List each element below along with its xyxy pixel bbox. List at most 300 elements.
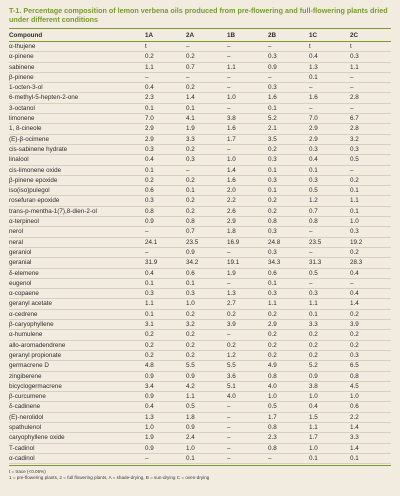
value-cell: – (309, 247, 350, 257)
value-cell: 16.9 (227, 237, 268, 247)
value-cell: 0.1 (268, 165, 309, 175)
value-cell: 34.3 (268, 258, 309, 268)
value-cell: 0.6 (350, 402, 391, 412)
table-row (9, 83, 391, 93)
value-cell: 0.5 (186, 402, 227, 412)
value-cell: 0.8 (268, 371, 309, 381)
value-cell: 3.3 (309, 320, 350, 330)
header-2b: 2B (268, 31, 277, 39)
compound-name-cell: 3-octanol (9, 103, 145, 113)
value-cell: 0.2 (186, 350, 227, 360)
value-cell: 0.1 (350, 453, 391, 463)
value-cell: 2.2 (350, 412, 391, 422)
compound-name-cell: allo-aromadendrene (9, 340, 145, 350)
value-cell: 0.9 (145, 371, 186, 381)
value-cell: 0.3 (268, 155, 309, 165)
value-cell: 0.5 (309, 268, 350, 278)
value-cell: 1.0 (227, 155, 268, 165)
value-cell: – (227, 412, 268, 422)
value-cell: 1.0 (186, 443, 227, 453)
value-cell: 2.4 (186, 433, 227, 443)
table-row (9, 165, 391, 175)
compound-name-cell: spathulenol (9, 422, 145, 432)
value-cell: – (227, 433, 268, 443)
value-cell: 0.2 (309, 350, 350, 360)
value-cell: 0.4 (350, 289, 391, 299)
compound-name-cell: 1, 8-cineole (9, 124, 145, 134)
value-cell: 0.6 (145, 186, 186, 196)
value-cell: 1.1 (268, 299, 309, 309)
value-cell: 3.9 (350, 320, 391, 330)
value-cell: 1.0 (309, 392, 350, 402)
value-cell: – (309, 103, 350, 113)
value-cell: 4.0 (227, 392, 268, 402)
table-row (9, 217, 391, 227)
value-cell: 23.5 (309, 237, 350, 247)
value-cell: 0.2 (227, 309, 268, 319)
value-cell: 1.4 (227, 165, 268, 175)
value-cell: 0.4 (145, 268, 186, 278)
value-cell: 0.2 (350, 175, 391, 185)
value-cell: 0.1 (145, 103, 186, 113)
value-cell: – (227, 52, 268, 62)
value-cell: – (350, 165, 391, 175)
value-cell: – (350, 103, 391, 113)
value-cell: 0.9 (309, 371, 350, 381)
table-row (9, 42, 391, 52)
header-2a: 2A (186, 31, 195, 39)
value-cell: 0.3 (350, 350, 391, 360)
compound-name-cell: trans-p-mentha-1(7),8-dien-2-ol (9, 206, 145, 216)
value-cell: 0.2 (268, 340, 309, 350)
value-cell: 1.1 (227, 62, 268, 72)
table-row (9, 124, 391, 134)
value-cell: 0.2 (186, 340, 227, 350)
value-cell: 0.1 (350, 186, 391, 196)
value-cell: 0.3 (268, 175, 309, 185)
value-cell: 0.3 (268, 289, 309, 299)
header-2c: 2C (350, 31, 359, 39)
value-cell: 0.1 (145, 165, 186, 175)
value-cell: 1.1 (309, 299, 350, 309)
table-row (9, 289, 391, 299)
value-cell: 0.4 (145, 83, 186, 93)
value-cell: 1.1 (145, 62, 186, 72)
table-row (9, 258, 391, 268)
value-cell: 0.2 (350, 330, 391, 340)
value-cell: 1.8 (227, 227, 268, 237)
table-row (9, 155, 391, 165)
value-cell: 3.1 (145, 320, 186, 330)
value-cell: 1.4 (186, 93, 227, 103)
compound-name-cell: geranial (9, 258, 145, 268)
value-cell: t (350, 42, 391, 52)
value-cell: – (227, 443, 268, 453)
table-row (9, 144, 391, 154)
value-cell: – (227, 72, 268, 82)
value-cell: 0.3 (145, 196, 186, 206)
value-cell: 1.0 (268, 392, 309, 402)
value-cell: 0.1 (309, 453, 350, 463)
value-cell: 0.4 (309, 155, 350, 165)
value-cell: 0.8 (268, 422, 309, 432)
compound-name-cell: α-copaene (9, 289, 145, 299)
value-cell: 3.2 (350, 134, 391, 144)
value-cell: 0.2 (186, 196, 227, 206)
compound-name-cell: bicyclogermacrene (9, 381, 145, 391)
value-cell: 1.3 (145, 412, 186, 422)
value-cell: – (227, 103, 268, 113)
value-cell: – (227, 83, 268, 93)
value-cell: 0.9 (186, 371, 227, 381)
value-cell: – (145, 72, 186, 82)
composition-table (9, 30, 391, 464)
value-cell: 0.3 (145, 289, 186, 299)
table-row (9, 453, 391, 463)
value-cell: 5.5 (227, 361, 268, 371)
compound-name-cell: geranyl propionate (9, 350, 145, 360)
value-cell: 0.2 (309, 340, 350, 350)
header-1a: 1A (145, 31, 154, 39)
value-cell: – (145, 247, 186, 257)
value-cell: 0.3 (309, 289, 350, 299)
value-cell: 0.1 (186, 103, 227, 113)
table-title: T-1. Percentage composition of lemon verbena oils produced from pre-flowering and full-flowering plants dried under different conditions (9, 6, 388, 24)
value-cell: 2.8 (350, 93, 391, 103)
compound-name-cell: α-cedrene (9, 309, 145, 319)
value-cell: 0.3 (186, 155, 227, 165)
value-cell: 1.7 (227, 134, 268, 144)
value-cell: 0.5 (350, 155, 391, 165)
value-cell: 0.9 (145, 392, 186, 402)
value-cell: 0.8 (186, 217, 227, 227)
value-cell: 7.0 (309, 114, 350, 124)
header-1b: 1B (227, 31, 236, 39)
table-row (9, 402, 391, 412)
value-cell: – (309, 227, 350, 237)
table-row (9, 361, 391, 371)
value-cell: 1.1 (350, 62, 391, 72)
value-cell: 0.9 (268, 62, 309, 72)
table-row (9, 299, 391, 309)
value-cell: 5.1 (227, 381, 268, 391)
value-cell: 0.1 (268, 278, 309, 288)
table-body (9, 42, 391, 464)
value-cell: 4.9 (268, 361, 309, 371)
value-cell: 0.2 (227, 340, 268, 350)
value-cell: 0.2 (186, 52, 227, 62)
value-cell: 1.7 (268, 412, 309, 422)
compound-name-cell: 6-methyl-5-hepten-2-one (9, 93, 145, 103)
value-cell: 2.0 (227, 186, 268, 196)
value-cell: 1.7 (309, 433, 350, 443)
value-cell: 0.2 (186, 309, 227, 319)
compound-name-cell: cis-sabinene hydrate (9, 144, 145, 154)
value-cell: 1.2 (309, 196, 350, 206)
value-cell: 0.2 (186, 83, 227, 93)
value-cell: 0.2 (145, 350, 186, 360)
value-cell: 0.3 (268, 52, 309, 62)
value-cell: – (268, 72, 309, 82)
value-cell: 4.5 (350, 381, 391, 391)
value-cell: 24.1 (145, 237, 186, 247)
compound-name-cell: β-pinene (9, 72, 145, 82)
table-row (9, 433, 391, 443)
compound-name-cell: geraniol (9, 247, 145, 257)
value-cell: 2.6 (227, 206, 268, 216)
table-row (9, 72, 391, 82)
value-cell: 0.7 (186, 227, 227, 237)
value-cell: 0.8 (145, 206, 186, 216)
bottom-rule (9, 465, 391, 466)
value-cell: 2.9 (145, 134, 186, 144)
value-cell: 2.9 (145, 124, 186, 134)
compound-name-cell: T-cadinol (9, 443, 145, 453)
value-cell: 0.2 (145, 330, 186, 340)
value-cell: 0.4 (350, 268, 391, 278)
value-cell: 1.0 (145, 422, 186, 432)
value-cell: 0.1 (186, 453, 227, 463)
value-cell: 0.1 (309, 165, 350, 175)
value-cell: 2.3 (145, 93, 186, 103)
value-cell: – (227, 278, 268, 288)
value-cell: 6.5 (350, 361, 391, 371)
compound-name-cell: α-cadinol (9, 453, 145, 463)
value-cell: 0.2 (268, 309, 309, 319)
table-row (9, 196, 391, 206)
table-row (9, 330, 391, 340)
value-cell: 1.0 (350, 392, 391, 402)
value-cell: – (186, 72, 227, 82)
table-row (9, 381, 391, 391)
value-cell: 1.6 (268, 93, 309, 103)
compound-name-cell: eugenol (9, 278, 145, 288)
table-row (9, 422, 391, 432)
footnotes (9, 469, 391, 481)
value-cell: 19.2 (350, 237, 391, 247)
value-cell: 1.6 (227, 175, 268, 185)
value-cell: 3.4 (145, 381, 186, 391)
compound-name-cell: nerol (9, 227, 145, 237)
value-cell: 0.2 (309, 330, 350, 340)
value-cell: 4.2 (186, 381, 227, 391)
table-row (9, 62, 391, 72)
value-cell: 0.9 (145, 443, 186, 453)
value-cell: 3.6 (227, 371, 268, 381)
value-cell: 3.8 (227, 114, 268, 124)
value-cell: 0.8 (268, 217, 309, 227)
value-cell: 0.1 (268, 186, 309, 196)
compound-name-cell: 1-octen-3-ol (9, 83, 145, 93)
value-cell: 0.2 (186, 330, 227, 340)
value-cell: – (186, 42, 227, 52)
value-cell: 1.1 (350, 196, 391, 206)
value-cell: 0.5 (268, 402, 309, 412)
value-cell: 0.1 (145, 278, 186, 288)
table-row (9, 175, 391, 185)
value-cell: – (227, 42, 268, 52)
value-cell: 3.3 (186, 134, 227, 144)
header-compound: Compound (9, 31, 43, 39)
value-cell: 3.5 (268, 134, 309, 144)
value-cell: – (227, 247, 268, 257)
value-cell: 1.4 (350, 443, 391, 453)
value-cell: 0.2 (145, 340, 186, 350)
value-cell: 1.8 (186, 412, 227, 422)
top-rule (9, 28, 391, 29)
header-1c: 1C (309, 31, 318, 39)
table-row (9, 278, 391, 288)
value-cell: 4.8 (145, 361, 186, 371)
value-cell: 2.3 (268, 433, 309, 443)
value-cell: 0.3 (309, 175, 350, 185)
value-cell: 4.0 (268, 381, 309, 391)
value-cell: 1.1 (309, 422, 350, 432)
compound-name-cell: β-curcumene (9, 392, 145, 402)
value-cell: 1.5 (309, 412, 350, 422)
value-cell: 1.3 (227, 289, 268, 299)
value-cell: 1.0 (350, 217, 391, 227)
value-cell: 5.5 (186, 361, 227, 371)
value-cell: 0.4 (309, 402, 350, 412)
compound-name-cell: α-pinene (9, 52, 145, 62)
value-cell: t (309, 42, 350, 52)
compound-name-cell: geranyl acetate (9, 299, 145, 309)
value-cell: 0.3 (186, 289, 227, 299)
value-cell: 1.4 (350, 299, 391, 309)
value-cell: – (350, 72, 391, 82)
value-cell: 1.4 (350, 422, 391, 432)
footnote-trace: t = trace (<0.05%) (9, 469, 46, 475)
value-cell: 0.8 (268, 443, 309, 453)
value-cell: 0.2 (186, 175, 227, 185)
value-cell: 0.2 (145, 52, 186, 62)
value-cell: 28.3 (350, 258, 391, 268)
value-cell: 0.3 (268, 83, 309, 93)
compound-name-cell: δ-elemene (9, 268, 145, 278)
value-cell: 2.7 (227, 299, 268, 309)
value-cell: – (268, 42, 309, 52)
value-cell: 7.0 (145, 114, 186, 124)
compound-name-cell: β-caryophyllene (9, 320, 145, 330)
value-cell: 2.9 (309, 124, 350, 134)
compound-name-cell: iso(iso)pulegol (9, 186, 145, 196)
value-cell: 0.3 (145, 144, 186, 154)
value-cell: 3.2 (186, 320, 227, 330)
value-cell: – (309, 278, 350, 288)
value-cell: – (227, 330, 268, 340)
compound-name-cell: cis-limonene oxide (9, 165, 145, 175)
compound-name-cell: limonene (9, 114, 145, 124)
value-cell: – (186, 165, 227, 175)
value-cell: 0.2 (145, 175, 186, 185)
table-row (9, 392, 391, 402)
table-row (9, 320, 391, 330)
value-cell: 1.9 (227, 268, 268, 278)
value-cell: 0.1 (309, 72, 350, 82)
value-cell: 0.1 (268, 103, 309, 113)
value-cell: 0.9 (145, 217, 186, 227)
value-cell: – (268, 453, 309, 463)
value-cell: 3.8 (309, 381, 350, 391)
table-row (9, 227, 391, 237)
table-row (9, 206, 391, 216)
value-cell: 0.3 (350, 144, 391, 154)
header-row (9, 30, 391, 42)
table-row (9, 268, 391, 278)
compound-name-cell: α-humulene (9, 330, 145, 340)
value-cell: 1.3 (309, 62, 350, 72)
value-cell: 1.1 (186, 392, 227, 402)
value-cell: 0.2 (350, 340, 391, 350)
value-cell: 0.2 (268, 144, 309, 154)
value-cell: – (227, 144, 268, 154)
value-cell: 0.2 (186, 144, 227, 154)
value-cell: 0.2 (268, 350, 309, 360)
compound-name-cell: sabinene (9, 62, 145, 72)
table-row (9, 371, 391, 381)
value-cell: 2.9 (309, 134, 350, 144)
table-row (9, 52, 391, 62)
value-cell: 2.1 (268, 124, 309, 134)
table-row (9, 114, 391, 124)
value-cell: 31.3 (309, 258, 350, 268)
compound-name-cell: zingiberene (9, 371, 145, 381)
compound-name-cell: caryophyllene oxide (9, 433, 145, 443)
value-cell: – (145, 227, 186, 237)
value-cell: 0.7 (186, 62, 227, 72)
footnote-legend: 1 = pre-flowering plants, 2 = full flowering plants, A = shade-drying, B = sun-drying C = oven-drying (9, 475, 210, 481)
value-cell: 0.1 (186, 186, 227, 196)
value-cell: 4.1 (186, 114, 227, 124)
value-cell: 34.2 (186, 258, 227, 268)
value-cell: 0.5 (309, 186, 350, 196)
table-row (9, 309, 391, 319)
table-row (9, 340, 391, 350)
value-cell: 0.2 (350, 247, 391, 257)
value-cell: 0.1 (186, 278, 227, 288)
compound-name-cell: β-pinene epoxide (9, 175, 145, 185)
value-cell: 0.9 (186, 422, 227, 432)
compound-name-cell: α-thujene (9, 42, 145, 52)
value-cell: 0.3 (350, 227, 391, 237)
value-cell: 0.2 (350, 309, 391, 319)
value-cell: 0.2 (186, 206, 227, 216)
table-row (9, 103, 391, 113)
value-cell: – (227, 453, 268, 463)
value-cell: 0.8 (309, 217, 350, 227)
value-cell: 0.1 (350, 206, 391, 216)
value-cell: 0.8 (350, 371, 391, 381)
value-cell: 0.2 (268, 206, 309, 216)
value-cell: 0.3 (350, 52, 391, 62)
value-cell: 0.3 (309, 144, 350, 154)
compound-name-cell: (E)-nerolidol (9, 412, 145, 422)
value-cell: – (309, 83, 350, 93)
value-cell: 1.0 (227, 93, 268, 103)
compound-name-cell: δ-cadinene (9, 402, 145, 412)
value-cell: – (227, 402, 268, 412)
value-cell: 31.9 (145, 258, 186, 268)
value-cell: – (350, 278, 391, 288)
table-row (9, 247, 391, 257)
value-cell: 0.2 (268, 330, 309, 340)
value-cell: 1.6 (227, 124, 268, 134)
value-cell: 24.8 (268, 237, 309, 247)
value-cell: 2.8 (350, 124, 391, 134)
table-row (9, 186, 391, 196)
value-cell: 23.5 (186, 237, 227, 247)
